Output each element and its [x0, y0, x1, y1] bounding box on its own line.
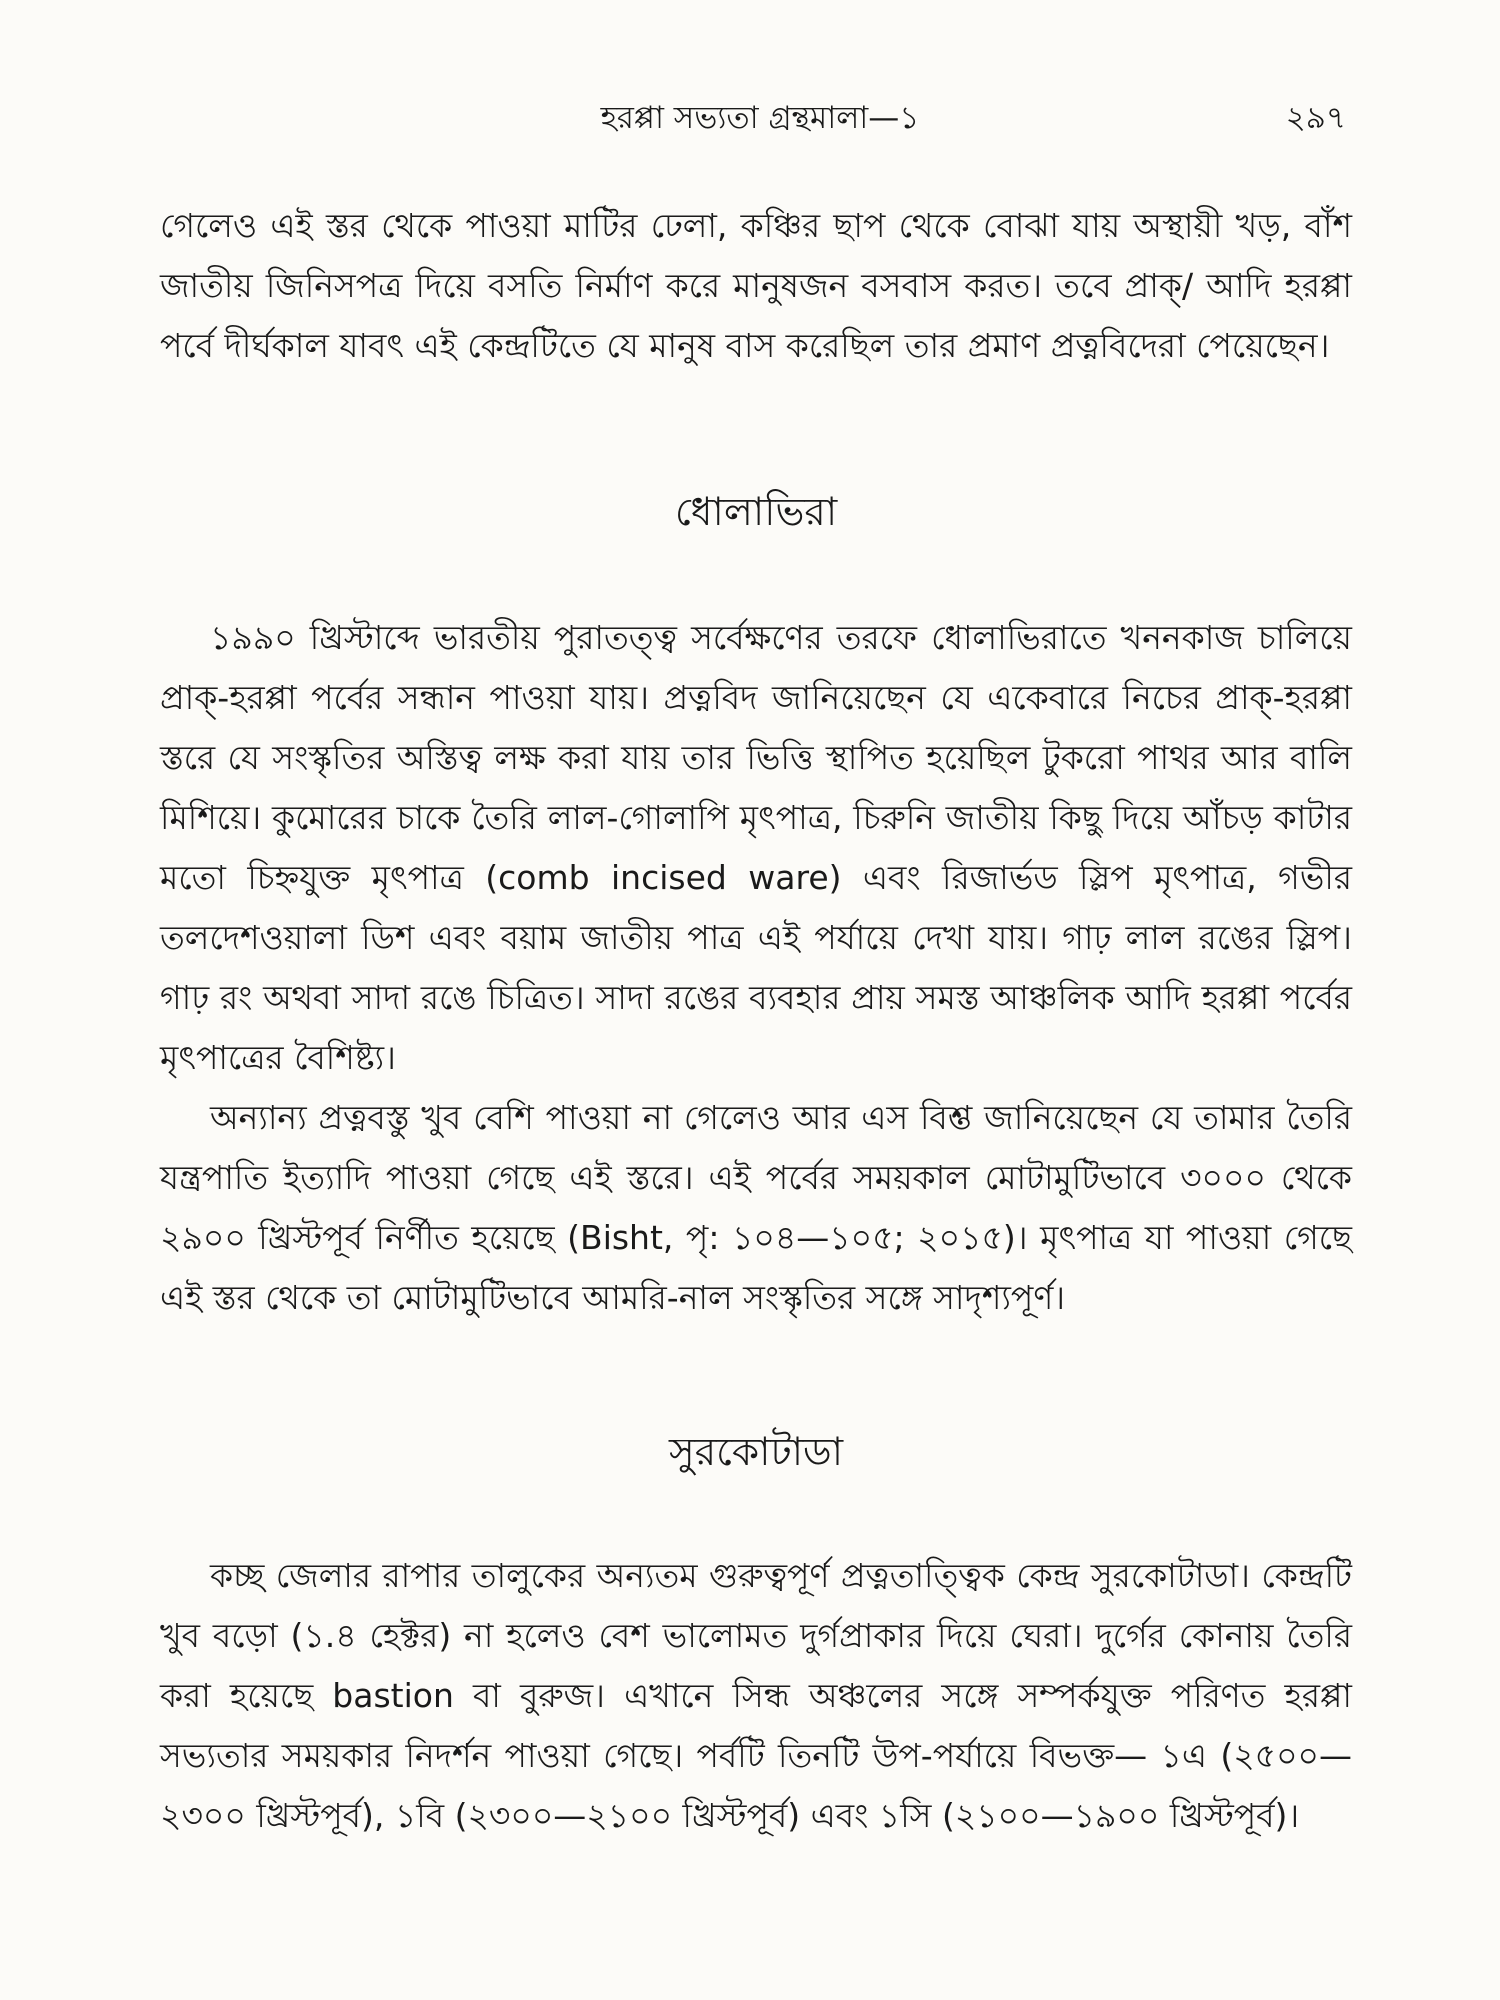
page-number: ২৯৭ — [1285, 100, 1346, 136]
running-header — [160, 98, 1360, 138]
dholavira-paragraph-2: অন্যান্য প্রত্নবস্তু খুব বেশি পাওয়া না গেলেও আর এস বিশ্ত জানিয়েছেন যে তামার তৈরি যন্ত্রপাতি ইত্যাদি পাওয়া গেছে এই স্তরে। এই পর্বের সময়কাল মোটামুটিভাবে ৩০০০ থেকে ২৯০০ খ্রিস্টপূর্ব নির্ণীত হয়েছে (Bisht, পৃ: ১০৪—১০৫; ২০১৫)। মৃৎপাত্র যা পাওয়া গেছে এই স্তর থেকে তা মোটামুটিভাবে আমরি-নাল সংস্কৃতির সঙ্গে সাদৃশ্যপূর্ণ। — [160, 1098, 1352, 1317]
section-heading-surkotada: সুরকোটাডা — [668, 1430, 844, 1475]
intro-block — [160, 196, 1352, 376]
section-heading-dholavira: ধোলাভিরা — [674, 490, 838, 535]
dholavira-body — [160, 608, 1352, 1328]
surkotada-body — [160, 1546, 1352, 1846]
running-title: হরপ্পা সভ্যতা গ্রন্থমালা—১ — [600, 100, 920, 136]
surkotada-paragraph-1: কচ্ছ জেলার রাপার তালুকের অন্যতম গুরুত্বপূর্ণ প্রত্নতাত্ত্বিক কেন্দ্র সুরকোটাডা। কেন্দ্রটি খুব বড়ো (১.৪ হেক্টর) না হলেও বেশ ভালোমত দুর্গপ্রাকার দিয়ে ঘেরা। দুর্গের কোনায় তৈরি করা হয়েছে bastion বা বুরুজ। এখানে সিন্ধ অঞ্চলের সঙ্গে সম্পর্কযুক্ত পরিণত হরপ্পা সভ্যতার সময়কার নিদর্শন পাওয়া গেছে। পর্বটি তিনটি উপ-পর্যায়ে বিভক্ত— ১এ (২৫০০—২৩০০ খ্রিস্টপূর্ব), ১বি (২৩০০—২১০০ খ্রিস্টপূর্ব) এবং ১সি (২১০০—১৯০০ খ্রিস্টপূর্ব)। — [160, 1556, 1352, 1835]
dholavira-paragraph-1: ১৯৯০ খ্রিস্টাব্দে ভারতীয় পুরাতত্ত্ব সর্বেক্ষণের তরফে ধোলাভিরাতে খননকাজ চালিয়ে প্রাক্-হরপ্পা পর্বের সন্ধান পাওয়া যায়। প্রত্নবিদ জানিয়েছেন যে একেবারে নিচের প্রাক্-হরপ্পা স্তরে যে সংস্কৃতির অস্তিত্ব লক্ষ করা যায় তার ভিত্তি স্থাপিত হয়েছিল টুকরো পাথর আর বালি মিশিয়ে। কুমোরের চাকে তৈরি লাল-গোলাপি মৃৎপাত্র, চিরুনি জাতীয় কিছু দিয়ে আঁচড় কাটার মতো চিহ্নযুক্ত মৃৎপাত্র (comb incised ware) এবং রিজার্ভড স্লিপ মৃৎপাত্র, গভীর তলদেশওয়ালা ডিশ এবং বয়াম জাতীয় পাত্র এই পর্যায়ে দেখা যায়। গাঢ় লাল রঙের স্লিপ। গাঢ় রং অথবা সাদা রঙে চিত্রিত। সাদা রঙের ব্যবহার প্রায় সমস্ত আঞ্চলিক আদি হরপ্পা পর্বের মৃৎপাত্রের বৈশিষ্ট্য। — [160, 618, 1352, 1077]
intro-paragraph: গেলেও এই স্তর থেকে পাওয়া মাটির ঢেলা, কঞ্চির ছাপ থেকে বোঝা যায় অস্থায়ী খড়, বাঁশ জাতীয় জিনিসপত্র দিয়ে বসতি নির্মাণ করে মানুষজন বসবাস করত। তবে প্রাক্/ আদি হরপ্পা পর্বে দীর্ঘকাল যাবৎ এই কেন্দ্রটিতে যে মানুষ বাস করেছিল তার প্রমাণ প্রত্নবিদেরা পেয়েছেন। — [160, 206, 1352, 365]
